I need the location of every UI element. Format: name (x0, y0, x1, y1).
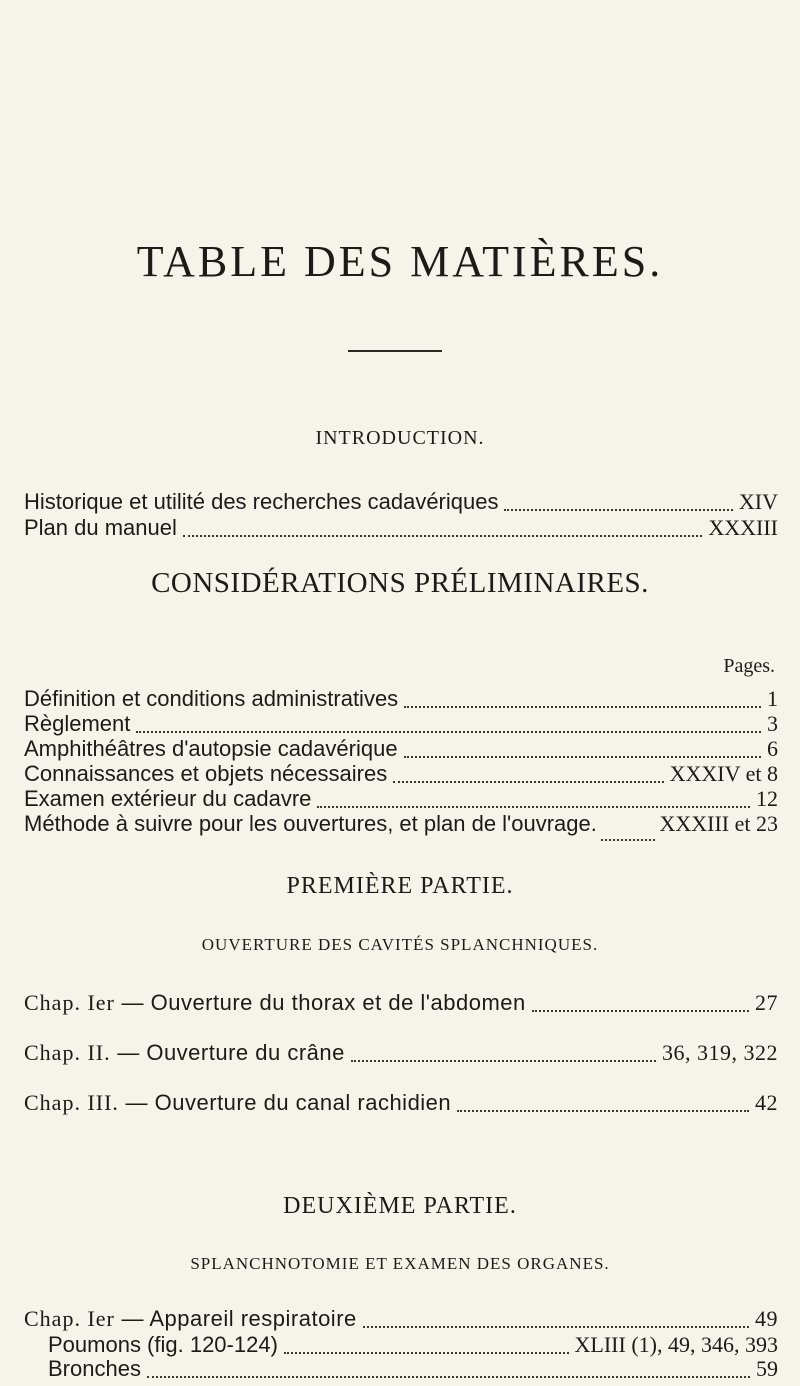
toc-entry-page: XXXIII (708, 515, 778, 540)
toc-entry-page: XLIII (1), 49, 346, 393 (574, 1332, 778, 1357)
page-title: TABLE DES MATIÈRES. (136, 237, 664, 286)
toc-entry-label: Amphithéâtres d'autopsie cadavérique (24, 736, 398, 761)
introduction-heading: INTRODUCTION. (315, 427, 485, 449)
pages-column-label: Pages. (723, 655, 775, 677)
preliminaires-heading: CONSIDÉRATIONS PRÉLIMINAIRES. (151, 567, 649, 599)
toc-entry (24, 515, 778, 545)
dot-leader (351, 1059, 656, 1062)
toc-entry-page: XIV (738, 489, 778, 514)
dot-leader (147, 1375, 750, 1378)
toc-entry-label: Poumons (fig. 120-124) (48, 1332, 278, 1357)
toc-entry-page: 42 (755, 1090, 778, 1115)
toc-chapter-entry (24, 990, 778, 1020)
dot-leader (363, 1325, 749, 1328)
toc-entry-page: 12 (756, 786, 778, 811)
dot-leader (457, 1109, 749, 1112)
dot-leader (393, 780, 663, 783)
dot-leader (504, 508, 732, 511)
dot-leader (183, 534, 702, 537)
toc-entry-label: Méthode à suivre pour les ouvertures, et plan de l'ouvrage. (24, 811, 597, 836)
part2-subheading: SPLANCHNOTOMIE ET EXAMEN DES ORGANES. (190, 1254, 610, 1273)
chapter-number: Chap. Ier (24, 1306, 115, 1331)
toc-entry-label: — Ouverture du thorax et de l'abdomen (121, 990, 526, 1015)
chapter-number: Chap. Ier (24, 990, 115, 1015)
toc-entry-page: XXXIII et 23 (659, 811, 778, 836)
toc-entry-label: — Ouverture du canal rachidien (125, 1090, 452, 1115)
dot-leader (404, 755, 761, 758)
dot-leader (317, 805, 750, 808)
part2-heading: DEUXIÈME PARTIE. (283, 1193, 517, 1219)
title-divider (348, 350, 442, 352)
toc-entry-label: — Appareil respiratoire (121, 1306, 357, 1331)
toc-entry-label: Examen extérieur du cadavre (24, 786, 312, 811)
toc-entry-page: 49 (755, 1306, 778, 1331)
chapter-number: Chap. II. (24, 1040, 111, 1065)
toc-entry-label: Définition et conditions administratives (24, 686, 399, 711)
toc-entry-label: Connaissances et objets nécessaires (24, 761, 388, 786)
dot-leader (136, 730, 761, 733)
dot-leader (284, 1351, 569, 1354)
toc-entry-label: Historique et utilité des recherches cadavériques (24, 489, 499, 514)
part1-subheading: OUVERTURE DES CAVITÉS SPLANCHNIQUES. (201, 935, 599, 954)
toc-entry-page: 3 (767, 711, 778, 736)
toc-chapter-entry (24, 1090, 778, 1120)
toc-entry-label: Bronches (48, 1356, 141, 1381)
chapter-number: Chap. III. (24, 1090, 119, 1115)
toc-entry-page: 59 (756, 1356, 778, 1381)
toc-entry-label: Plan du manuel (24, 515, 177, 540)
toc-entry-label: — Ouverture du crâne (117, 1040, 345, 1065)
toc-entry (24, 811, 778, 841)
part1-heading: PREMIÈRE PARTIE. (286, 873, 514, 899)
toc-entry-page: 6 (767, 736, 778, 761)
toc-entry-page: 36, 319, 322 (662, 1040, 778, 1065)
toc-chapter-entry (24, 1040, 778, 1070)
dot-leader (532, 1009, 749, 1012)
toc-entry-page: XXXIV et 8 (669, 761, 778, 786)
dot-leader (404, 705, 761, 708)
toc-entry-page: 27 (755, 990, 778, 1015)
toc-entry (48, 1356, 778, 1386)
dot-leader (601, 838, 656, 841)
toc-entry-label: Règlement (24, 711, 131, 736)
toc-entry-page: 1 (767, 686, 778, 711)
